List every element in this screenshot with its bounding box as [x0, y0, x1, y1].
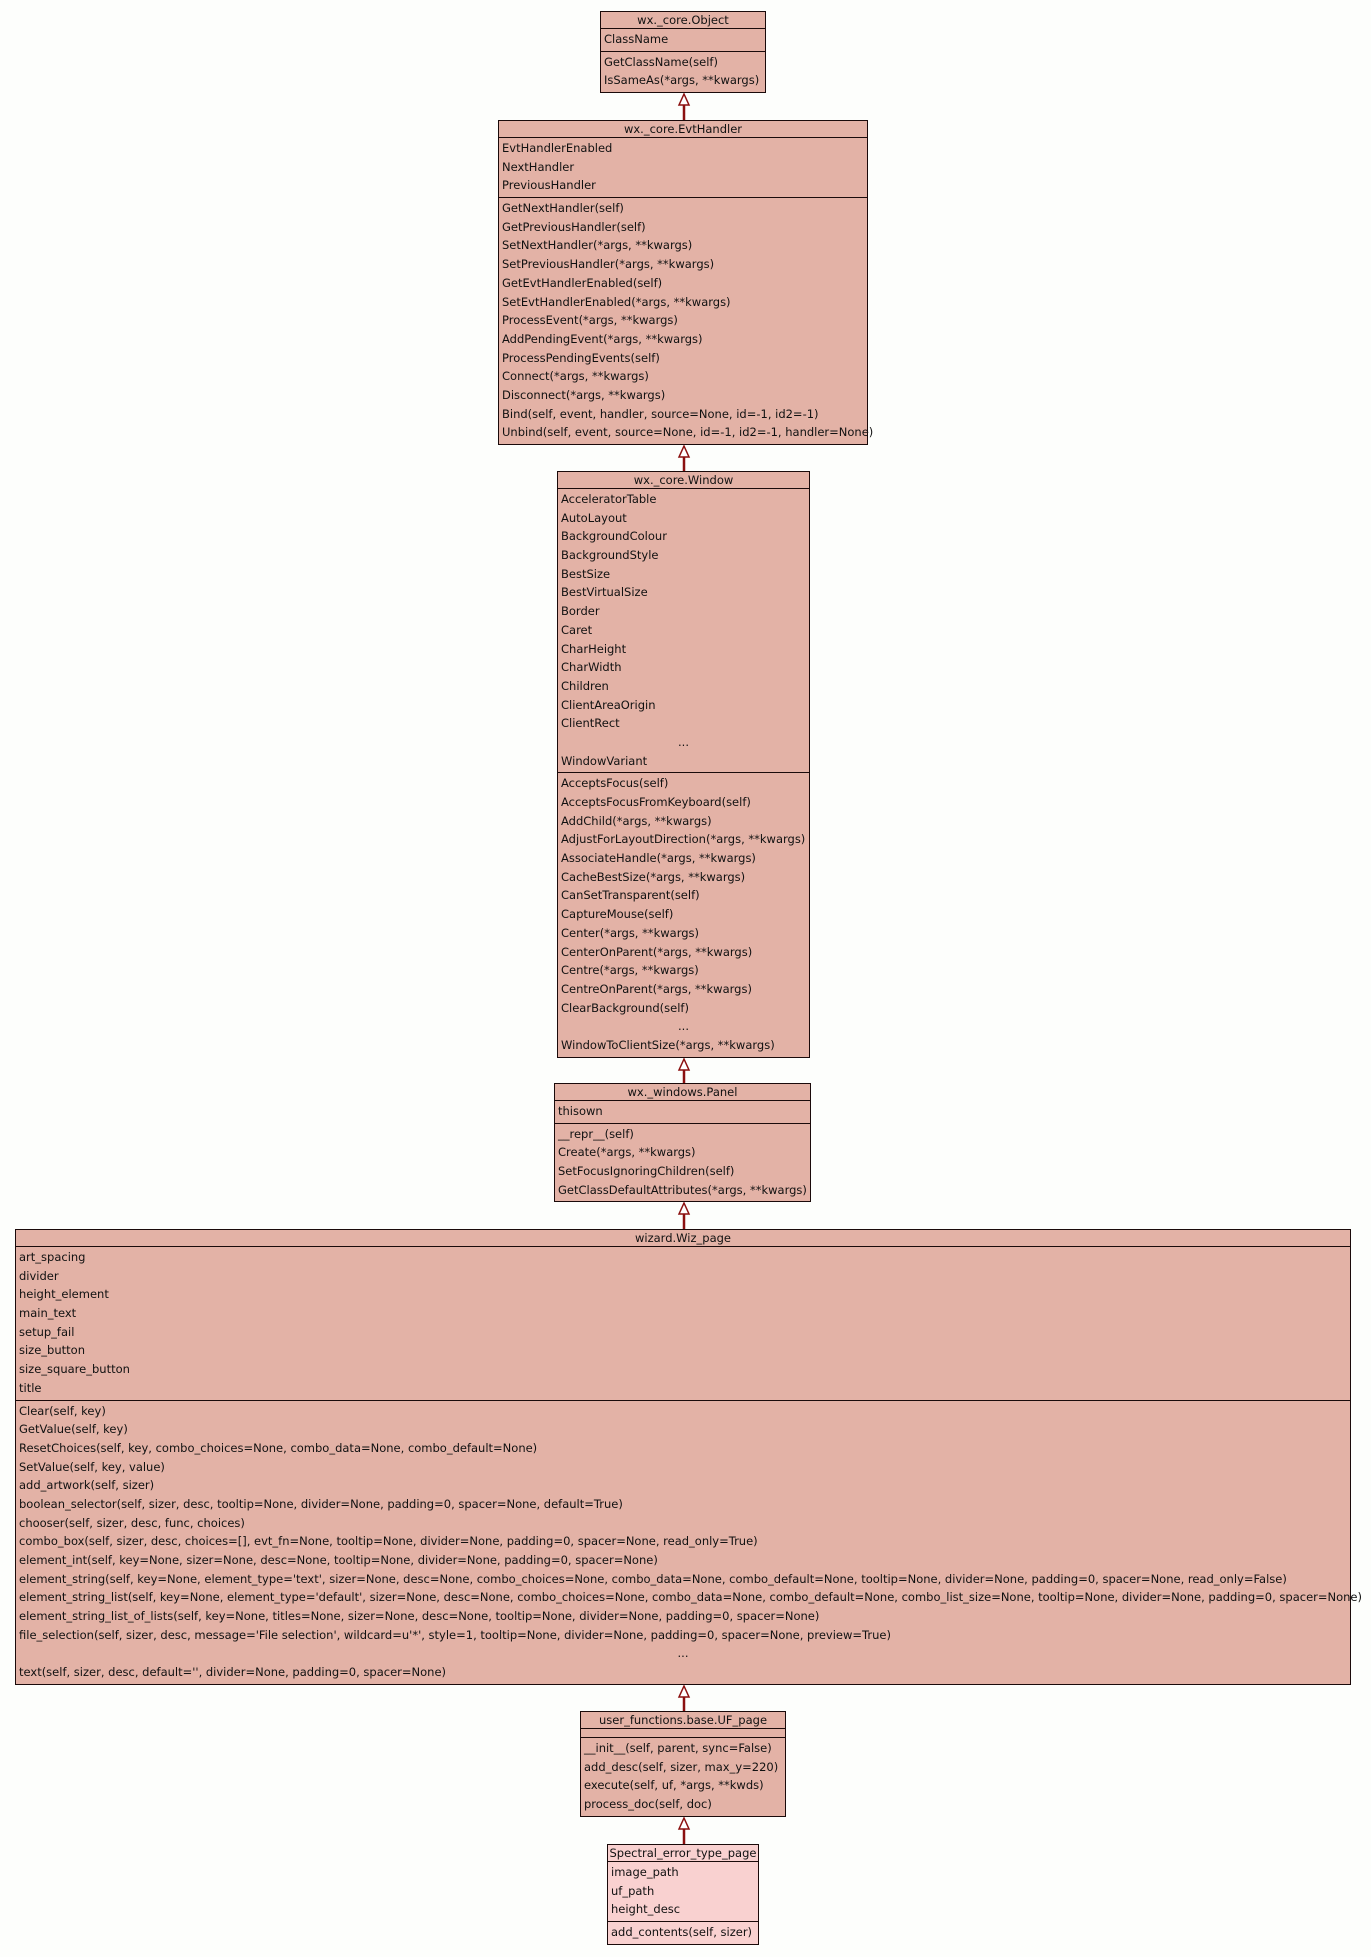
- attribute-item: height_element: [19, 1287, 109, 1302]
- attributes-section: [499, 138, 867, 197]
- method-item: ResetChoices(self, key, combo_choices=None, combo_data=None, combo_default=None): [19, 1440, 538, 1455]
- method-item: CenterOnParent(*args, **kwargs): [561, 944, 753, 959]
- inheritance-arrowhead: [679, 446, 689, 457]
- method-item: CanSetTransparent(self): [561, 888, 700, 903]
- method-item: __init__(self, parent, sync=False): [584, 1741, 772, 1755]
- method-item: SetNextHandler(*args, **kwargs): [502, 238, 693, 253]
- method-item: Connect(*args, **kwargs): [502, 369, 649, 384]
- attribute-item: ClientRect: [561, 716, 620, 731]
- attribute-item: ClientAreaOrigin: [561, 697, 656, 712]
- attribute-item: CharWidth: [561, 660, 622, 675]
- method-item: SetValue(self, key, value): [19, 1459, 165, 1474]
- attribute-item: setup_fail: [19, 1324, 75, 1339]
- method-item: SetEvtHandlerEnabled(*args, **kwargs): [502, 294, 731, 309]
- method-item: file_selection(self, sizer, desc, message='File selection', wildcard=u'*', style=1, tooltip=None, divider=None, padding=0, spacer=None, preview=True): [19, 1627, 891, 1642]
- method-item: AcceptsFocus(self): [561, 776, 669, 791]
- window-class: [557, 471, 810, 1058]
- method-item: CacheBestSize(*args, **kwargs): [561, 869, 746, 884]
- attribute-item: art_spacing: [19, 1250, 86, 1264]
- attribute-item: Children: [561, 678, 609, 693]
- method-item: __repr__(self): [558, 1126, 634, 1141]
- object-class: [600, 11, 766, 93]
- attributes-section: [601, 29, 765, 51]
- inheritance-arrowhead: [679, 1686, 689, 1697]
- method-item: process_doc(self, doc): [584, 1797, 712, 1812]
- attribute-item: size_square_button: [19, 1362, 130, 1377]
- attributes-section: [555, 1101, 810, 1123]
- methods-section: [558, 772, 809, 1056]
- method-item: add_artwork(self, sizer): [19, 1478, 155, 1493]
- attribute-item: main_text: [19, 1306, 77, 1321]
- inheritance-arrowhead: [679, 1059, 689, 1070]
- methods-section: [601, 51, 765, 92]
- methods-section: [499, 197, 874, 444]
- inheritance-arrowhead: [679, 1203, 689, 1214]
- method-item: combo_box(self, sizer, desc, choices=[], evt_fn=None, tooltip=None, divider=None, padding=0, spacer=None, read_only=True): [19, 1534, 758, 1549]
- method-item: WindowToClientSize(*args, **kwargs): [561, 1037, 775, 1052]
- method-item: GetPreviousHandler(self): [502, 219, 646, 234]
- method-item: element_string_list_of_lists(self, key=None, titles=None, sizer=None, desc=None, tooltip=None, divider=None, padding=0, spacer=None): [19, 1609, 820, 1624]
- inheritance-arrowhead: [679, 1818, 689, 1829]
- attribute-item: divider: [19, 1268, 59, 1283]
- attributes-section: [608, 1862, 758, 1921]
- method-item: chooser(self, sizer, desc, func, choices): [19, 1515, 245, 1530]
- ellipsis: ...: [678, 1019, 689, 1034]
- class-name: wx._windows.Panel: [555, 1084, 810, 1101]
- method-item: boolean_selector(self, sizer, desc, tooltip=None, divider=None, padding=0, spacer=None, default=True): [19, 1496, 623, 1511]
- attribute-item: BestSize: [561, 566, 611, 581]
- method-item: ProcessPendingEvents(self): [502, 350, 660, 365]
- method-item: ProcessEvent(*args, **kwargs): [502, 313, 678, 328]
- method-item: element_string_list(self, key=None, element_type='default', sizer=None, desc=None, combo_choices=None, combo_data=None, combo_default=None, combo_list_size=None, tooltip=None, divider=None, padding=0, spacer=None): [19, 1590, 1362, 1605]
- attribute-item: height_desc: [611, 1902, 681, 1917]
- methods-section: [608, 1921, 758, 1944]
- attribute-item: AcceleratorTable: [561, 492, 657, 506]
- attribute-item: BestVirtualSize: [561, 585, 648, 600]
- spectral-error-type-page-class: [607, 1844, 759, 1945]
- method-item: GetClassDefaultAttributes(*args, **kwargs): [558, 1182, 807, 1197]
- class-name: Spectral_error_type_page: [609, 1846, 757, 1860]
- method-item: Create(*args, **kwargs): [558, 1145, 696, 1160]
- attribute-item: Border: [561, 604, 600, 619]
- attribute-item: WindowVariant: [561, 753, 648, 768]
- method-item: Center(*args, **kwargs): [561, 925, 700, 940]
- method-item: SetPreviousHandler(*args, **kwargs): [502, 257, 715, 272]
- wiz-page-class: [15, 1229, 1362, 1685]
- method-item: AddChild(*args, **kwargs): [561, 813, 712, 828]
- methods-section: [555, 1123, 810, 1202]
- attribute-item: PreviousHandler: [502, 178, 596, 193]
- attribute-item: title: [19, 1380, 42, 1395]
- method-item: execute(self, uf, *args, **kwds): [584, 1778, 764, 1793]
- attribute-item: image_path: [611, 1865, 679, 1879]
- method-item: add_desc(self, sizer, max_y=220): [584, 1759, 779, 1774]
- method-item: Disconnect(*args, **kwargs): [502, 387, 666, 402]
- ellipsis: ...: [678, 734, 689, 749]
- attribute-item: ClassName: [604, 32, 669, 46]
- method-item: element_string(self, key=None, element_type='text', sizer=None, desc=None, combo_choices=None, combo_data=None, combo_default=None, tooltip=None, divider=None, padding=0, spacer=None, read_only=False): [19, 1571, 1287, 1586]
- method-item: Unbind(self, event, source=None, id=-1, id2=-1, handler=None): [502, 425, 874, 440]
- class-name: user_functions.base.UF_page: [581, 1712, 785, 1729]
- attribute-item: NextHandler: [502, 159, 575, 174]
- method-item: IsSameAs(*args, **kwargs): [604, 73, 760, 88]
- method-item: Bind(self, event, handler, source=None, id=-1, id2=-1): [502, 406, 819, 421]
- ellipsis: ...: [677, 1646, 689, 1661]
- method-item: element_int(self, key=None, sizer=None, desc=None, tooltip=None, divider=None, padding=0, spacer=None): [19, 1553, 658, 1567]
- methods-section: [581, 1737, 785, 1816]
- class-name: wx._core.EvtHandler: [499, 121, 867, 138]
- attributes-section: [558, 489, 809, 772]
- method-item: GetNextHandler(self): [502, 201, 624, 216]
- panel-class: [554, 1083, 811, 1202]
- attribute-item: uf_path: [611, 1883, 655, 1898]
- attribute-item: AutoLayout: [561, 510, 627, 525]
- attributes-section: [581, 1729, 785, 1737]
- evthandler-class: [498, 120, 874, 445]
- attribute-item: EvtHandlerEnabled: [502, 141, 613, 155]
- methods-section: [16, 1400, 1362, 1684]
- class-name: wx._core.Window: [558, 472, 809, 489]
- uf-page-class: [580, 1711, 786, 1817]
- attribute-item: size_button: [19, 1343, 85, 1358]
- attribute-item: thisown: [558, 1104, 603, 1118]
- method-item: text(self, sizer, desc, default='', divider=None, padding=0, spacer=None): [19, 1665, 447, 1680]
- method-item: AdjustForLayoutDirection(*args, **kwargs): [561, 832, 806, 847]
- inheritance-arrowhead: [679, 94, 689, 105]
- attribute-item: BackgroundStyle: [561, 548, 659, 563]
- attribute-item: CharHeight: [561, 641, 627, 656]
- attributes-section: [16, 1247, 1350, 1400]
- method-item: GetEvtHandlerEnabled(self): [502, 275, 663, 290]
- attribute-item: BackgroundColour: [561, 529, 667, 544]
- method-item: ClearBackground(self): [561, 1000, 689, 1015]
- class-name: wx._core.Object: [601, 12, 765, 29]
- method-item: Clear(self, key): [19, 1403, 106, 1418]
- class-name: wizard.Wiz_page: [16, 1230, 1350, 1247]
- method-item: AddPendingEvent(*args, **kwargs): [502, 331, 703, 346]
- method-item: GetValue(self, key): [19, 1422, 128, 1437]
- method-item: CentreOnParent(*args, **kwargs): [561, 981, 752, 996]
- method-item: SetFocusIgnoringChildren(self): [558, 1164, 735, 1179]
- method-item: AssociateHandle(*args, **kwargs): [561, 851, 756, 866]
- attribute-item: Caret: [561, 622, 593, 637]
- method-item: Centre(*args, **kwargs): [561, 963, 699, 978]
- method-item: add_contents(self, sizer): [611, 1925, 753, 1940]
- method-item: CaptureMouse(self): [561, 907, 674, 922]
- method-item: AcceptsFocusFromKeyboard(self): [561, 795, 751, 809]
- method-item: GetClassName(self): [604, 54, 718, 69]
